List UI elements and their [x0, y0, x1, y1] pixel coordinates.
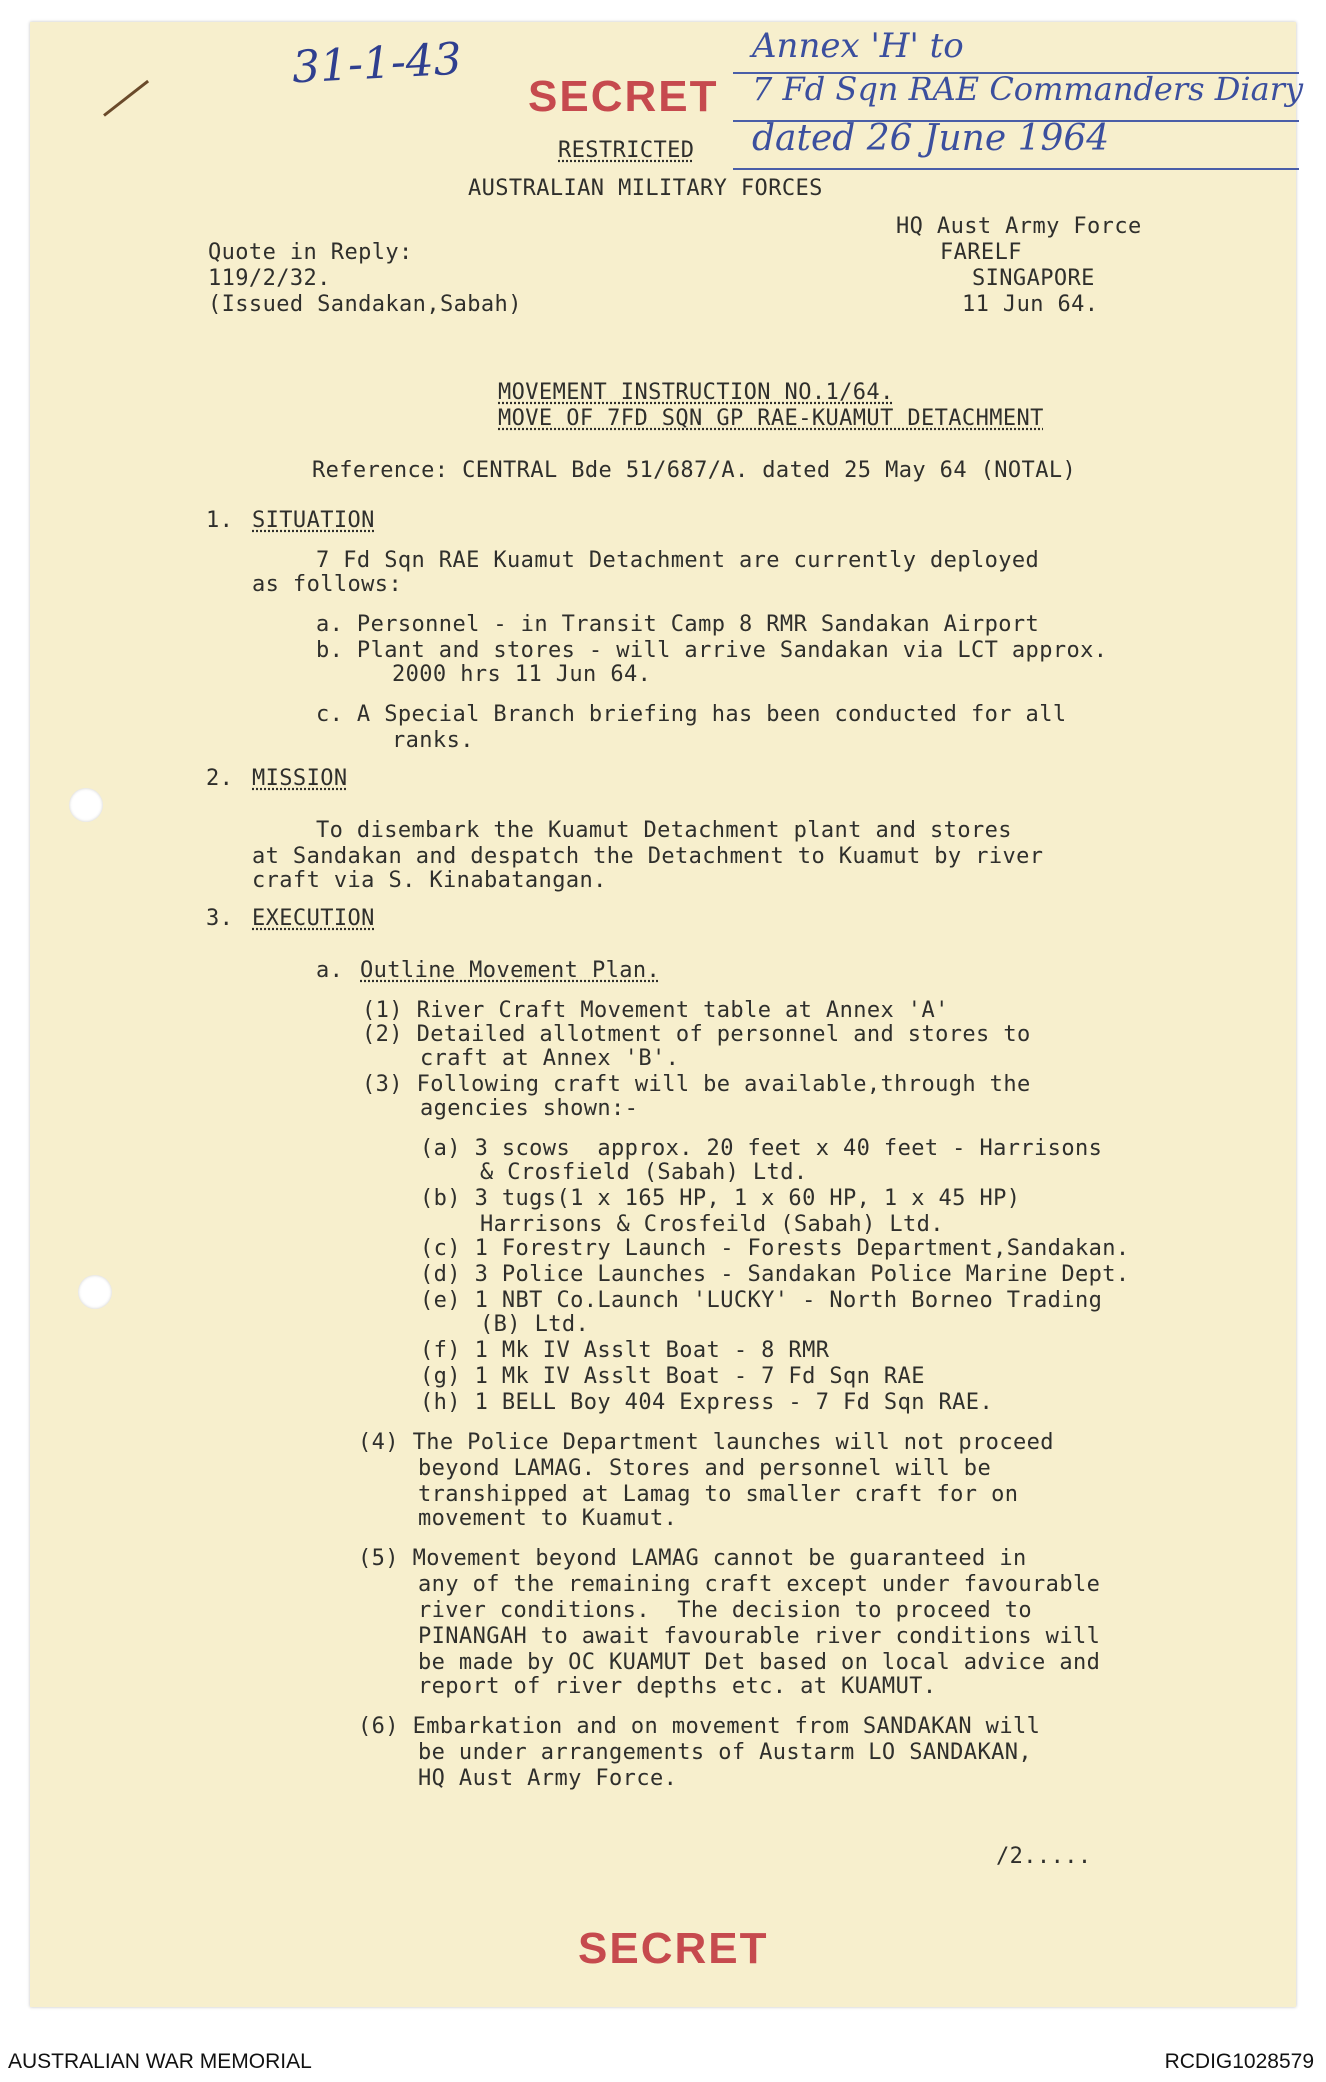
section-1-number: 1. [206, 508, 234, 533]
plan-item-6-line-2: be under arrangements of Austarm LO SANDAKAN, [418, 1740, 1033, 1765]
instruction-title-line-1: MOVEMENT INSTRUCTION NO.1/64. [498, 380, 894, 405]
section-3-heading: EXECUTION [252, 906, 375, 931]
handwritten-annex-line2: 7 Fd Sqn RAE Commanders Diary [752, 70, 1304, 108]
plan-item-4-line-2: beyond LAMAG. Stores and personnel will be [418, 1456, 992, 1481]
plan-item-5-line-4: PINANGAH to await favourable river conditions will [418, 1624, 1101, 1649]
organization-name: AUSTRALIAN MILITARY FORCES [468, 176, 823, 201]
situation-item-c-1: c. A Special Branch briefing has been conducted for all [316, 702, 1067, 727]
plan-item-4-line-4: movement to Kuamut. [418, 1506, 678, 1531]
handwritten-date: 31-1-43 [290, 33, 463, 94]
craft-b-line-2: Harrisons & Crosfeild (Sabah) Ltd. [480, 1212, 944, 1237]
handwritten-annex-line1: Annex 'H' to [752, 26, 964, 66]
craft-c: (c) 1 Forestry Launch - Forests Department,Sandakan. [420, 1236, 1130, 1261]
situation-item-b-1: b. Plant and stores - will arrive Sandakan via LCT approx. [316, 638, 1108, 663]
plan-item-5-line-1: (5) Movement beyond LAMAG cannot be guaranteed in [358, 1546, 1027, 1571]
annex-underline-3 [733, 168, 1299, 170]
mission-text-3: craft via S. Kinabatangan. [252, 868, 607, 893]
plan-item-5-line-2: any of the remaining craft except under favourable [418, 1572, 1101, 1597]
secret-stamp-top: SECRET [528, 72, 719, 121]
situation-intro-2: as follows: [252, 572, 403, 597]
quote-reply-line-1: Quote in Reply: [208, 240, 413, 265]
plan-item-5-line-3: river conditions. The decision to proceed to [418, 1598, 1033, 1623]
situation-intro-1: 7 Fd Sqn RAE Kuamut Detachment are currently deployed [316, 548, 1040, 573]
situation-item-a: a. Personnel - in Transit Camp 8 RMR Sandakan Airport [316, 612, 1040, 637]
plan-item-5-line-6: report of river depths etc. at KUAMUT. [418, 1674, 937, 1699]
plan-item-4-line-1: (4) The Police Department launches will not proceed [358, 1430, 1054, 1455]
plan-item-3-line-1: (3) Following craft will be available,through the [362, 1072, 1031, 1097]
plan-item-2-line-2: craft at Annex 'B'. [420, 1046, 680, 1071]
page-continuation: /2..... [996, 1844, 1092, 1869]
situation-item-b-2: 2000 hrs 11 Jun 64. [392, 662, 652, 687]
section-1-heading: SITUATION [252, 508, 375, 533]
craft-a-line-1: (a) 3 scows approx. 20 feet x 40 feet - Harrisons [420, 1136, 1103, 1161]
hq-address-line-2: FARELF [940, 240, 1022, 265]
craft-g: (g) 1 Mk IV Asslt Boat - 7 Fd Sqn RAE [420, 1364, 925, 1389]
craft-f: (f) 1 Mk IV Asslt Boat - 8 RMR [420, 1338, 830, 1363]
reference-line: Reference: CENTRAL Bde 51/687/A. dated 25 May 64 (NOTAL) [312, 458, 1077, 483]
plan-item-1: (1) River Craft Movement table at Annex 'A' [362, 998, 949, 1023]
craft-d: (d) 3 Police Launches - Sandakan Police Marine Dept. [420, 1262, 1130, 1287]
section-2-number: 2. [206, 766, 234, 791]
mission-text-2: at Sandakan and despatch the Detachment to Kuamut by river [252, 844, 1044, 869]
execution-sub-a-label: a. [316, 958, 344, 983]
document-date: 11 Jun 64. [962, 292, 1099, 317]
hq-address-line-3: SINGAPORE [972, 266, 1095, 291]
archive-credit: AUSTRALIAN WAR MEMORIAL [8, 2050, 312, 2073]
plan-item-4-line-3: transhipped at Lamag to smaller craft for on [418, 1482, 1019, 1507]
restricted-marking: RESTRICTED [558, 138, 695, 163]
hq-address-line-1: HQ Aust Army Force [896, 214, 1142, 239]
execution-sub-a-heading: Outline Movement Plan. [360, 958, 661, 983]
craft-a-line-2: & Crosfield (Sabah) Ltd. [480, 1160, 808, 1185]
mission-text-1: To disembark the Kuamut Detachment plant and stores [316, 818, 1012, 843]
archive-id: RCDIG1028579 [1164, 2050, 1314, 2073]
plan-item-3-line-2: agencies shown:- [420, 1096, 639, 1121]
quote-reply-line-2: 119/2/32. [208, 266, 331, 291]
instruction-title-line-2: MOVE OF 7FD SQN GP RAE-KUAMUT DETACHMENT [498, 406, 1044, 431]
craft-h: (h) 1 BELL Boy 404 Express - 7 Fd Sqn RAE. [420, 1390, 994, 1415]
plan-item-6-line-1: (6) Embarkation and on movement from SANDAKAN will [358, 1714, 1041, 1739]
plan-item-6-line-3: HQ Aust Army Force. [418, 1766, 678, 1791]
quote-reply-line-3: (Issued Sandakan,Sabah) [208, 292, 522, 317]
plan-item-2-line-1: (2) Detailed allotment of personnel and stores to [362, 1022, 1031, 1047]
plan-item-5-line-5: be made by OC KUAMUT Det based on local advice and [418, 1650, 1101, 1675]
punch-hole-upper [69, 788, 103, 822]
section-3-number: 3. [206, 906, 234, 931]
situation-item-c-2: ranks. [392, 728, 474, 753]
handwritten-annex-line3: dated 26 June 1964 [752, 118, 1110, 159]
punch-hole-lower [78, 1275, 112, 1309]
craft-b-line-1: (b) 3 tugs(1 x 165 HP, 1 x 60 HP, 1 x 45 HP) [420, 1186, 1021, 1211]
section-2-heading: MISSION [252, 766, 348, 791]
secret-stamp-bottom: SECRET [578, 1924, 769, 1973]
craft-e-line-2: (B) Ltd. [480, 1312, 590, 1337]
craft-e-line-1: (e) 1 NBT Co.Launch 'LUCKY' - North Borneo Trading [420, 1288, 1103, 1313]
